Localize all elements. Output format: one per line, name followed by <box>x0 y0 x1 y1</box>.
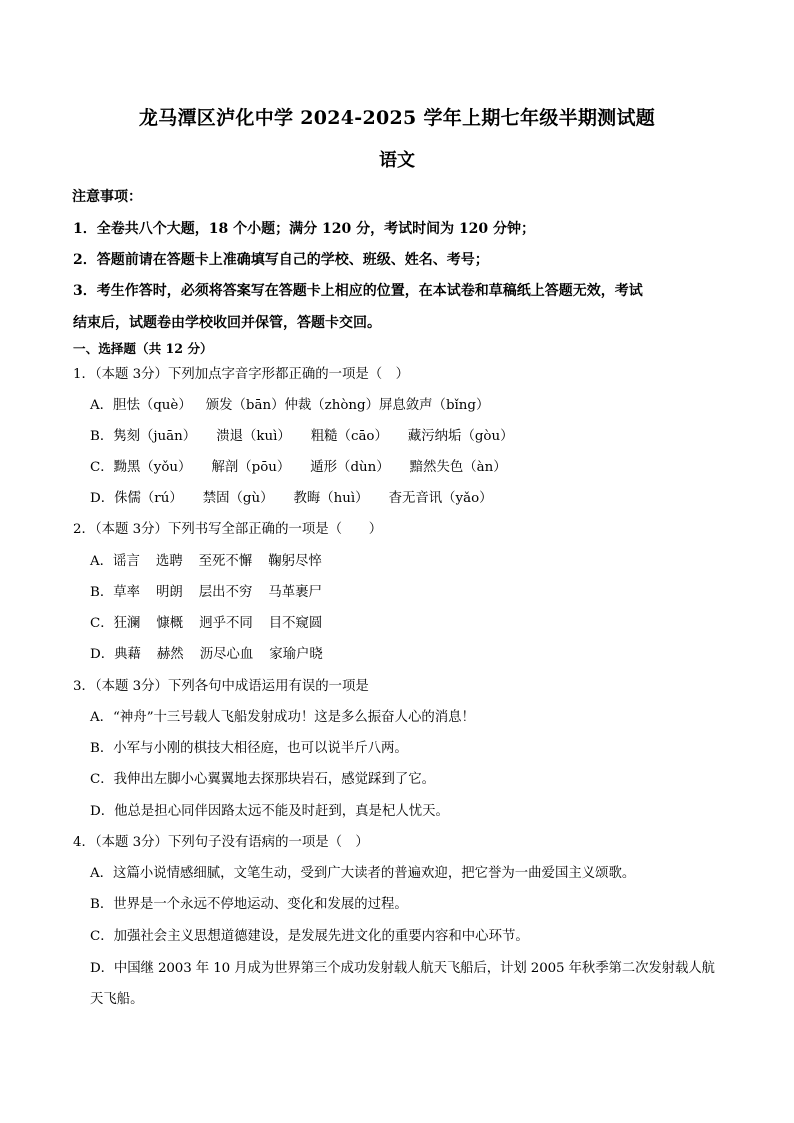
exam-title: 龙马潭区泸化中学 2024-2025 学年上期七年级半期测试题 <box>138 107 656 129</box>
option-part: 颁发（bān）仲裁（zhòng）屏息敛声（bǐng） <box>205 398 490 413</box>
note-item: 1．全卷共八个大题，18 个小题；满分 120 分，考试时间为 120 分钟； <box>73 221 536 237</box>
option-part: 目不窥圆 <box>268 616 323 631</box>
option-part: 迥乎不同 <box>199 616 253 631</box>
option-c: C．加强社会主义思想道德建设，是发展先进文化的重要内容和中心环节。 <box>90 929 529 944</box>
option-d <box>90 643 323 662</box>
question-stem: 2．（本题 3分）下列书写全部正确的一项是（ ） <box>73 522 383 537</box>
option-part: 赫然 <box>156 647 184 662</box>
option-c <box>90 612 322 631</box>
notes-heading: 注意事项： <box>72 189 142 205</box>
option-part: D．典藉 <box>90 647 141 662</box>
option-b: B．小军与小刚的棋技大相径庭，也可以说半斤八两。 <box>90 741 408 756</box>
question-stem: 4．（本题 3分）下列句子没有语病的一项是（ ） <box>73 835 369 850</box>
option-part: 层出不穷 <box>198 585 253 600</box>
option-part: 藏污纳垢（gòu） <box>407 429 514 444</box>
option-c <box>90 456 507 475</box>
option-part: C．狂澜 <box>90 616 141 631</box>
option-part: 沥尽心血 <box>199 647 254 662</box>
note-item: 3．考生作答时，必须将答案写在答题卡上相应的位置，在本试卷和草稿纸上答题无效，考试 <box>73 283 643 299</box>
option-d <box>90 487 493 506</box>
note-item: 结束后，试题卷由学校收回并保管，答题卡交回。 <box>73 315 381 331</box>
option-d: D．中国继 2003 年 10 月成为世界第三个成功发射载人航天飞船后，计划 2005 年秋季第二次发射载人航 <box>90 961 715 976</box>
option-a: A．“神舟”十三号载人飞船发射成功！这是多么振奋人心的消息！ <box>90 710 475 725</box>
option-part: A．胆怯（què） <box>90 398 192 413</box>
option-b <box>90 581 322 600</box>
option-part: 鞠躬尽悴 <box>268 554 322 569</box>
section-heading: 一、选择题（共 12 分） <box>73 341 213 356</box>
option-part: 杳无音讯（yǎo） <box>388 491 493 506</box>
question-stem: 3．（本题 3分）下列各句中成语运用有误的一项是 <box>73 679 369 694</box>
option-part: 慷概 <box>156 616 184 631</box>
option-b <box>90 425 514 444</box>
option-part: D．侏儒（rú） <box>90 491 183 506</box>
option-part: 马革裹尸 <box>268 585 322 600</box>
question-stem: 1．（本题 3分）下列加点字音字形都正确的一项是（ ） <box>73 367 409 382</box>
option-part: 粗糙（cāo） <box>310 429 388 444</box>
option-a: A．这篇小说情感细腻，文笔生动，受到广大读者的普遍欢迎，把它誉为一曲爱国主义颂歌。 <box>90 866 636 881</box>
option-part: 选聘 <box>155 554 183 569</box>
option-part: A．谣言 <box>90 554 140 569</box>
option-part: 明朗 <box>156 585 183 600</box>
option-a <box>90 394 489 413</box>
note-item: 2．答题前请在答题卡上准确填写自己的学校、班级、姓名、考号； <box>73 252 489 268</box>
option-part: 家瑜户晓 <box>269 647 323 662</box>
option-part: 解剖（pōu） <box>211 460 291 475</box>
option-part: 教晦（huì） <box>293 491 369 506</box>
option-c: C．我伸出左脚小心翼翼地去探那块岩石，感觉踩到了它。 <box>90 772 436 787</box>
option-part: B．草率 <box>90 585 141 600</box>
subject-title: 语文 <box>379 150 415 171</box>
option-part: 遁形（dùn） <box>310 460 390 475</box>
option-part: 禁固（gù） <box>202 491 274 506</box>
option-b: B．世界是一个永远不停地运动、变化和发展的过程。 <box>90 897 408 912</box>
option-part: B．隽刻（juān） <box>90 429 197 444</box>
option-part: C．黝黑（yǒu） <box>90 460 192 475</box>
option-a <box>90 550 322 569</box>
option-part: 溃退（kuì） <box>216 429 291 444</box>
option-d-continued: 天飞船。 <box>90 992 144 1007</box>
option-part: 黯然失色（àn） <box>409 460 507 475</box>
option-part: 至死不懈 <box>198 554 253 569</box>
option-d: D．他总是担心同伴因路太远不能及时赶到，真是杞人忧天。 <box>90 804 449 819</box>
